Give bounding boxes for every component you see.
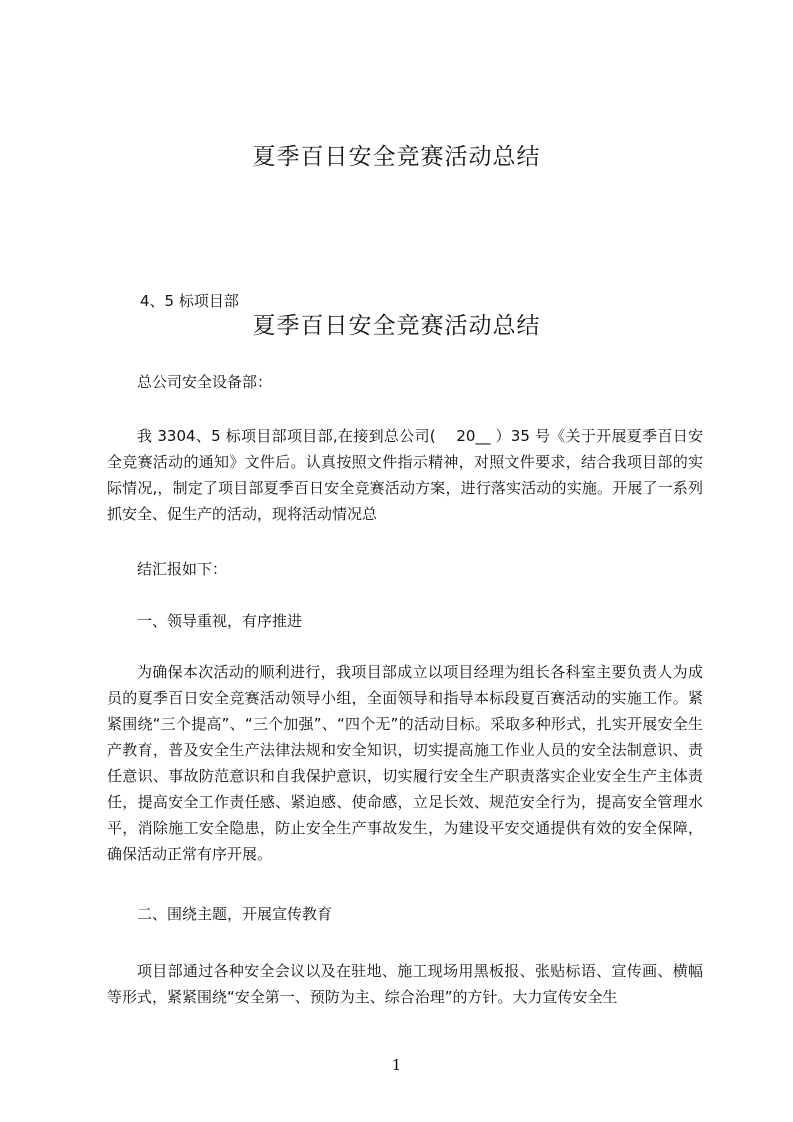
intro-paragraph: 我 3304、5 标项目部项目部,在接到总公司( 20__ ）35 号《关于开展夏季百日安全竞赛活动的通知》文件后。认真按照文件指示精神，对照文件要求，结合我项目部的实际情况,，制定了项目部夏季百日安全竞赛活动方案，进行落实活动的实施。开展了一系列抓安全、促生产的活动，现将活动情况总	[107, 427, 703, 523]
publicity-paragraph: 项目部通过各种安全会议以及在驻地、施工现场用黑板报、张贴标语、宣传画、横幅等形式，紧紧围绕“安全第一、预防为主、综合治理”的方针。大力宣传安全生	[107, 962, 703, 1006]
document-subtitle: 夏季百日安全竞赛活动总结	[252, 313, 541, 339]
issuing-unit: 4、5 标项目部	[140, 292, 239, 310]
leadership-paragraph: 为确保本次活动的顺利进行，我项目部成立以项目经理为组长各科室主要负责人为成员的夏季百日安全竞赛活动领导小组，全面领导和指导本标段夏百赛活动的实施工作。紧紧围绕“三个提高”、“三个加强”、“四个无”的活动目标。采取多种形式，扎实开展安全生产教育，普及安全生产法律法规和安全知识，切实提高施工作业人员的安全法制意识、责任意识、事故防范意识和自我保护意识，切实履行安全生产职责落实企业安全生产主体责任，提高安全工作责任感、紧迫感、使命感，立足长效、规范安全行为，提高安全管理水平，消除施工安全隐患，防止安全生产事故发生，为建设平安交通提供有效的安全保障，确保活动正常有序开展。	[107, 663, 703, 863]
page-number: 1	[391, 1056, 402, 1074]
section-heading-publicity: 二、围绕主题，开展宣传教育	[137, 905, 333, 923]
document-title: 夏季百日安全竞赛活动总结	[252, 144, 541, 170]
report-lead-paragraph: 结汇报如下：	[137, 560, 228, 578]
recipient-line: 总公司安全设备部：	[137, 373, 273, 391]
section-heading-leadership: 一、领导重视，有序推进	[137, 612, 303, 630]
